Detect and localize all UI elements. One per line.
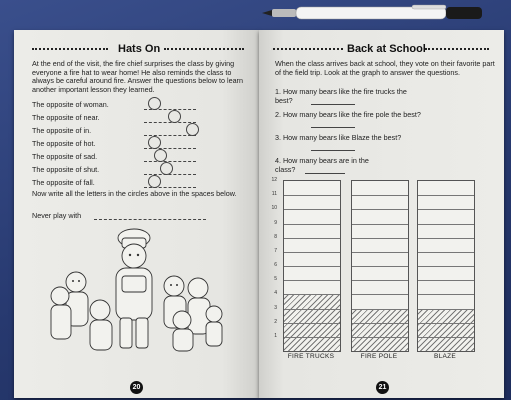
grid-line xyxy=(352,323,408,324)
grid-line xyxy=(352,294,408,295)
y-tick-label: 5 xyxy=(274,276,277,283)
grid-line xyxy=(352,195,408,196)
y-tick-label: 10 xyxy=(271,205,277,212)
grid-line xyxy=(418,209,474,210)
grid-line xyxy=(418,309,474,310)
grid-line xyxy=(352,309,408,310)
pen xyxy=(262,4,484,22)
final-prompt: Never play with xyxy=(32,211,82,220)
grid-line xyxy=(418,294,474,295)
intro-text: When the class arrives back at school, they vote on their favorite part of the field trip. Look at the graph to answer the questions. xyxy=(275,59,495,77)
intro-text: At the end of the visit, the fire chief surprises the class by giving everyone a fire hat to wear home! He also reminds the class to always be careful around fire. Answer the questions below to learn another important lesson they learned. xyxy=(32,59,243,94)
grid-line xyxy=(418,266,474,267)
letter-circle xyxy=(186,123,199,136)
grid-line xyxy=(352,224,408,225)
opposite-item: The opposite of near. xyxy=(32,113,100,122)
category-label: FIRE TRUCKS xyxy=(287,353,335,360)
bar xyxy=(418,309,474,352)
right-page xyxy=(259,30,504,398)
grid-line xyxy=(352,209,408,210)
bar xyxy=(352,309,408,352)
grid-line xyxy=(284,252,340,253)
left-page xyxy=(14,30,259,398)
grid-line xyxy=(352,280,408,281)
bears-illustration xyxy=(42,226,227,356)
title-rule xyxy=(273,48,343,50)
grid-line xyxy=(418,323,474,324)
y-tick-label: 6 xyxy=(274,262,277,268)
answer-line xyxy=(311,127,355,128)
opposite-item: The opposite of sad. xyxy=(32,152,98,161)
grid-line xyxy=(418,224,474,225)
y-tick-label: 12 xyxy=(271,177,277,183)
opposite-item: The opposite of woman. xyxy=(32,100,109,109)
answer-line xyxy=(311,104,355,105)
grid-line xyxy=(284,323,340,324)
grid-line xyxy=(418,337,474,338)
y-tick-label: 1 xyxy=(274,332,277,339)
page-title: Hats On xyxy=(118,43,161,55)
grid-line xyxy=(352,337,408,338)
activity-book xyxy=(14,30,504,398)
page-title: Back at School xyxy=(347,43,426,55)
opposite-item: The opposite of in. xyxy=(32,126,92,135)
question-1: 1. How many bears like the fire trucks the best? xyxy=(275,87,407,105)
title-rule xyxy=(164,48,244,50)
grid-line xyxy=(284,238,340,239)
grid-line xyxy=(284,294,340,295)
y-tick-label: 7 xyxy=(274,247,277,254)
letter-circle xyxy=(148,136,161,149)
grid-line xyxy=(284,309,340,310)
opposite-item: The opposite of hot. xyxy=(32,139,96,148)
grid-line xyxy=(418,280,474,281)
letter-circle xyxy=(148,175,161,188)
letter-circle xyxy=(154,149,167,162)
letter-circle xyxy=(168,110,181,123)
answer-blank xyxy=(144,122,196,123)
y-tick-label: 11 xyxy=(271,191,277,198)
page-number: 21 xyxy=(376,381,389,394)
grid-line xyxy=(284,337,340,338)
letter-circle xyxy=(148,97,161,110)
y-tick-label: 4 xyxy=(274,290,277,297)
y-tick-label: 8 xyxy=(274,233,277,240)
answer-line xyxy=(311,150,355,151)
grid-line xyxy=(352,238,408,239)
graph-column xyxy=(417,180,475,352)
grid-line xyxy=(418,195,474,196)
grid-line xyxy=(418,252,474,253)
question-4: 4. How many bears are in the class? xyxy=(275,156,369,174)
opposite-item: The opposite of fall. xyxy=(32,178,95,187)
title-rule xyxy=(32,48,108,50)
answer-line xyxy=(94,219,206,220)
y-tick-label: 9 xyxy=(274,219,277,226)
grid-line xyxy=(418,238,474,239)
category-label: FIRE POLE xyxy=(360,353,398,360)
question-2: 2. How many bears like the fire pole the best? xyxy=(275,110,421,119)
grid-line xyxy=(284,266,340,267)
title-rule xyxy=(425,48,489,50)
letter-circle xyxy=(160,162,173,175)
opposite-item: The opposite of shut. xyxy=(32,165,100,174)
grid-line xyxy=(352,252,408,253)
y-tick-label: 2 xyxy=(274,318,277,325)
category-label: BLAZE xyxy=(433,353,457,360)
page-number: 20 xyxy=(130,381,143,394)
grid-line xyxy=(284,209,340,210)
answer-line xyxy=(305,173,345,174)
graph-column xyxy=(283,180,341,352)
y-tick-label: 3 xyxy=(274,304,277,311)
question-3: 3. How many bears like Blaze the best? xyxy=(275,133,402,142)
grid-line xyxy=(284,195,340,196)
grid-line xyxy=(352,266,408,267)
answer-blank xyxy=(144,161,196,162)
grid-line xyxy=(284,280,340,281)
instruction-text: Now write all the letters in the circles above in the spaces below. xyxy=(32,189,237,198)
grid-line xyxy=(284,224,340,225)
graph-column xyxy=(351,180,409,352)
